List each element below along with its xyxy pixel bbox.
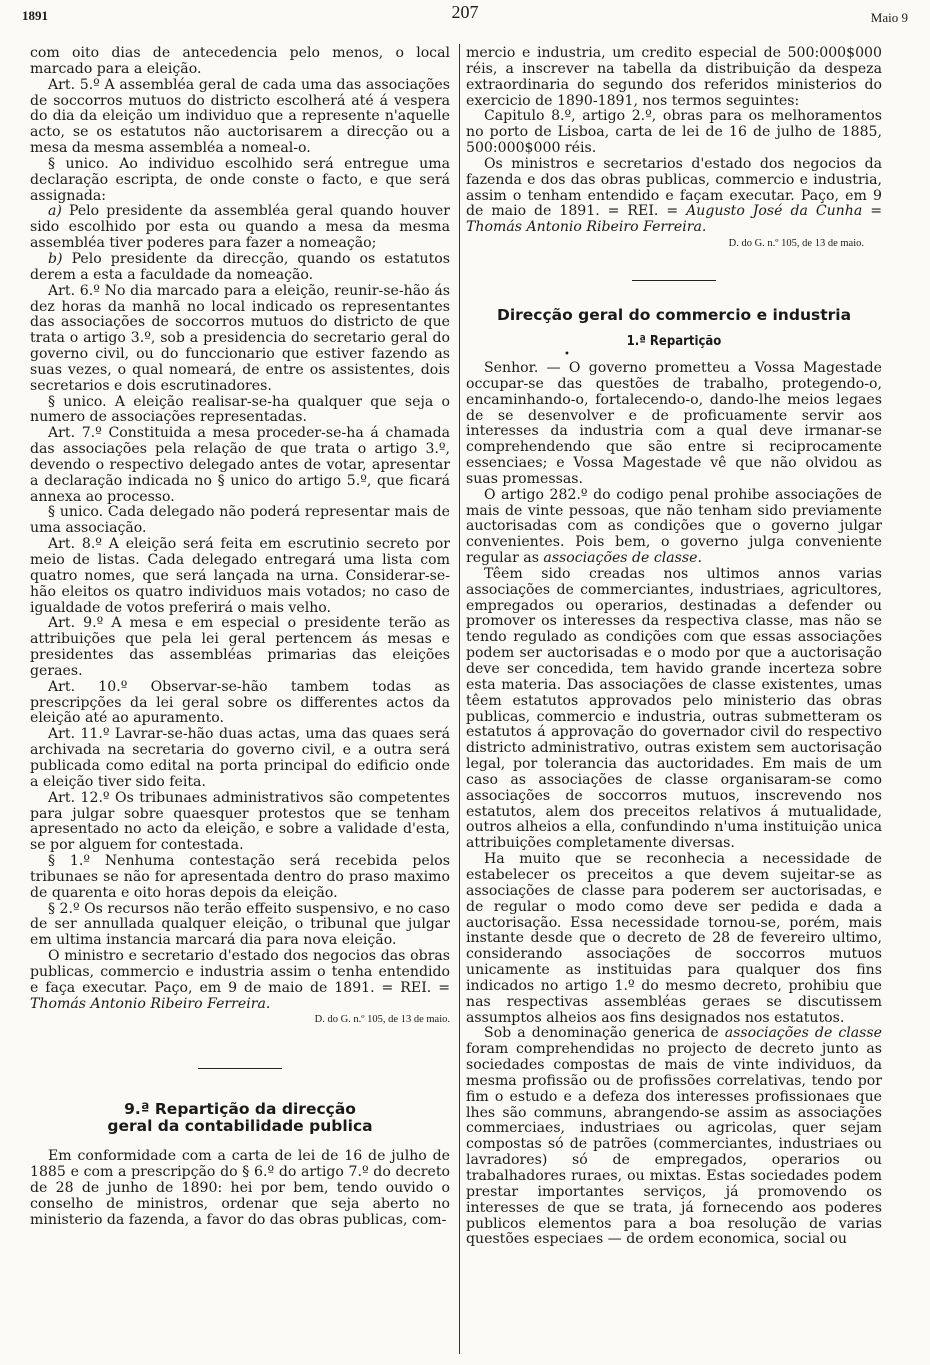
paragraph: Em conformidade com a carta de lei de 16 de julho de 1885 e com a prescripção do § 6.º do artigo 7.º do decreto de 28 de junho de 1890: hei por bem, tendo ouvido o conselho de ministros, ordenar que seja aberto no ministerio da fazenda, a favor do das obras publicas, com- [30,1148,450,1228]
emphasis: associações de classe. [543,550,702,567]
article-12: Art. 12.º Os tribunaes administrativos são competentes para julgar sobre quaesquer protestos que se tenham apresentado no acto da eleição, e sobre a validade d'esta, se por alguem for contestada. [30,789,450,854]
paragraph: § unico. Ao individuo escolhido será entregue uma declaração escripta, de onde conste o facto, e que será assignada: [30,155,450,204]
subsection-title: 1.ª Repartição [626,333,722,349]
paragraph: § unico. A eleição realisar-se-ha qualquer que seja o numero de associações representadas. [30,393,450,426]
paragraph [466,488,882,567]
header-page-number: 207 [451,2,479,22]
paragraph: Ha muito que se reconhecia a necessidade de estabelecer os preceitos a que devem sujeitar-se as associações de classe para poderem ser auctorisadas, e de regular o modo como deve ser pedida e dada a auctorisação. Essa necessidade tornou-se, porém, mais instante desde que o decreto de 28 de fevereiro ultimo, considerando associações de soccorros mutuos unicamente as instituidas para qualquer dos fins indicados no artigo 1.º do mesmo decreto, prohibiu que nas respectivas assembléas geraes se discutissem assumptos alheios aos fins designados nos estatutos. [466,851,882,1026]
article-6: Art. 6.º No dia marcado para a eleição, reunir-se-hão ás dez horas da manhã no local indicado os representantes das associações de soccorros mutuos do districto de que trata o artigo 3.º, sob a presidencia do secretario geral do governo civil, ou do funccionario que estiver fazendo as suas vezes, o qual nomeará, de entre os assistentes, dois secretarios e dois escrutinadores. [30,282,450,394]
article-7: Art. 7.º Constituida a mesa proceder-se-ha á chamada das associações pela relação de que trata o artigo 3.º, devendo o respectivo delegado antes de votar, apresentar a declaração indicada no § unico do artigo 5.º, que ficará annexa ao processo. [30,425,450,505]
section-title: Direcção geral do commercio e industria [496,305,852,324]
page-header [0,0,930,34]
emphasis: associações de classe [724,1025,882,1042]
item-text: Pelo presidente da direcção, quando os estatutos derem a esta a faculdade da nomeação. [30,250,450,283]
paragraph: § 1.º Nenhuma contestação será recebida pelos tribunaes se não for apresentada dentro do praso maximo de quarenta e oito horas depois da eleição. [30,853,450,901]
item-text: Pelo presidente da assembléa geral quando houver sido escolhido por esta ou quando a mesa da mesma assembléa tiver poderes para fazer a nomeação; [30,203,450,252]
item-a [30,204,450,252]
item-letter: b) [48,250,63,267]
left-column [30,46,450,1229]
article-9: Art. 9.º A mesa e em especial o presidente terão as attribuições que pela lei geral pertencem ás mesas e presidentes das assembléas primarias das eleições geraes. [30,615,450,679]
item-b [30,252,450,284]
paragraph [466,1026,882,1248]
source-citation: D. do G. n.º 105, de 13 de maio. [314,1014,450,1026]
paragraph-text: foram comprehendidas no projecto de decreto junto as sociedades compostas de mais de vinte individuos, da mesma profissão ou de profissões correlativas, tendo por fim o estudo e a defeza dos interesses profissionaes que lhes são communs, abrangendo-se assim as associações commerciaes, industriaes ou agricolas, quer sejam compostas só de patrões (commerciantes, industriaes ou lavradores) só de empregados, operarios ou trabalhadores ruraes, ou mixtas. Estas sociedades podem prestar importantes serviços, já promovendo os interesses de que se trata, já fornecendo aos poderes publicos elementos para a boa resolução de varias questões especiaes — de ordem economica, social ou [466,1041,882,1248]
signature: Thomás Antonio Ribeiro Ferreira. [30,995,271,1012]
source-citation: D. do G. n.º 105, de 13 de maio. [728,238,864,250]
article-10: Art. 10.º Observar-se-hão tambem todas as prescripções da lei geral sobre os differentes actos da eleição até ao apuramento. [30,678,450,727]
paragraph: Senhor. — O governo prometteu a Vossa Magestade occupar-se das questões de trabalho, protegendo-o, encaminhando-o, fortalecendo-o, dando-lhe meios legaes de se desenvolver e de proficuamente servir aos interesses da industria com a qual deve irmanar-se comprehendendo que são entre si reciprocamente essenciaes; e Vossa Magestade vê que não olvidou as suas promessas. [466,359,882,487]
section-title: 9.ª Repartição da direcção geral da contabilidade publica [107,1100,373,1136]
closing-text: O ministro e secretario d'estado dos negocios das obras publicas, commercio e industria assim o tenha entendido e faça executar. Paço, em 9 de maio de 1891. = REI. = [30,948,450,996]
article-11: Art. 11.º Lavrar-se-hão duas actas, uma das quaes será archivada na secretaria do governo civil, e a outra será publicada como edital na porta principal do edificio onde a eleição tiver sido feita. [30,726,450,790]
column-divider [459,44,460,1354]
signature: Augusto José da Cunha = Thomás Antonio Ribeiro Ferreira. [466,203,883,236]
item-letter: a) [48,203,62,220]
header-date: Maio 9 [870,10,908,25]
paragraph: Capitulo 8.º, artigo 2.º, obras para os melhoramentos no porto de Lisboa, carta de lei de 16 de julho de 1885, 500:000$000 réis. [466,108,882,157]
decree-closing [30,949,450,1012]
paragraph: mercio e industria, um credito especial de 500:000$000 réis, a inscrever na tabella da distribuição da despeza extraordinaria do segundo dos referidos ministerios do exercicio de 1890-1891, nos termos seguintes: [466,45,882,109]
decree-closing [466,157,882,236]
paragraph: com oito dias de antecedencia pelo menos, o local marcado para a eleição. [30,45,450,77]
paragraph: Têem sido creadas nos ultimos annos varias associações de commerciantes, industriaes, agricultores, empregados ou operarios, destinadas a defender ou promover os interesses da respectiva classe, mas não se tendo regulado as condições com que essas associações podem ser auctorisadas e o modo por que a auctorisação deve ser concedida, tem havido grande incerteza sobre esta materia. Das associações de classe existentes, umas têem estatutos approvados pelo ministerio das obras publicas, commercio e industria, outras submetteram os estatutos á approvação do governador civil do respectivo districto administrativo, outras existem sem auctorisação legal, por tolerancia das auctoridades. Em mais de um caso as associações de classe organisaram-se como associações de soccorros mutuos, inscrevendo nos estatutos, alem dos preceitos relativos á mutualidade, outros alheios a ella, confundindo n'uma instituição unica attribuições completamente diversas. [466,565,882,852]
bullet-mark: • [564,348,570,360]
article-8: Art. 8.º A eleição será feita em escrutinio secreto por meio de listas. Cada delegado entregará uma lista com quatro nomes, que será lançada na urna. Considerar-se-hão eleitos os quatro individuos mais votados; no caso de igualdade de votos preferirá o mais velho. [30,536,450,616]
paragraph: § 2.º Os recursos não terão effeito suspensivo, e no caso de ser annullada qualquer eleição, o tribunal que julgar em ultima instancia marcará dia para nova eleição. [30,900,450,949]
paragraph-text: Sob a denominação generica de [484,1025,725,1042]
paragraph: § unico. Cada delegado não poderá representar mais de uma associação. [30,504,450,537]
header-year: 1891 [22,8,48,23]
paragraph-text: O artigo 282.º do codigo penal prohibe associações de mais de vinte pessoas, que não tenham sido previamente auctorisadas com as condições que o governo julgar convenientes. Pois bem, o governo julga conveniente regular as [466,486,882,567]
closing-text: Os ministros e secretarios d'estado dos negocios da fazenda e dos das obras publicas, commercio e industria, assim o tenham entendido e façam executar. Paço, em 9 de maio de 1891. = REI. = [466,155,882,220]
right-column [466,46,882,1248]
article-5: Art. 5.º A assembléa geral de cada uma das associações de soccorros mutuos do districto escolherá até á vespera do dia da eleição um individuo que a represente n'aquelle acto, se os estatutos não auctorisarem a direcção ou a mesa da mesma assembléa a nomeal-o. [30,76,450,157]
